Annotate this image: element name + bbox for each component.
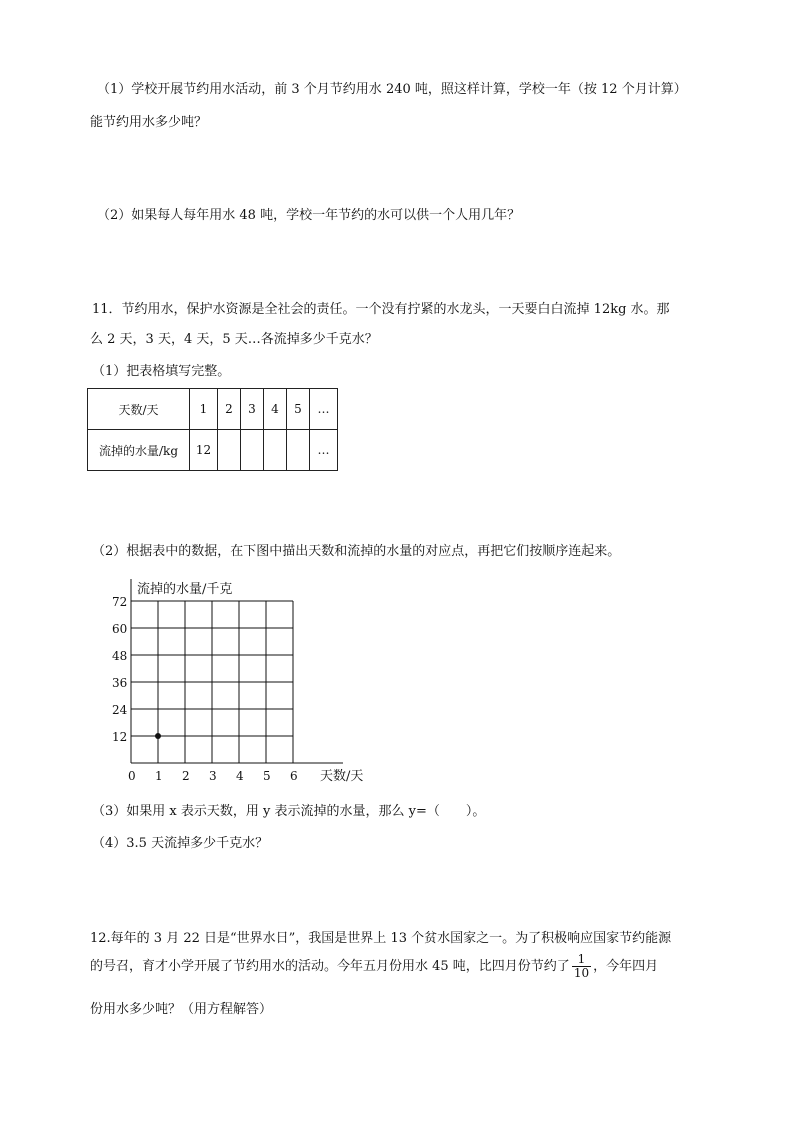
x-tick-label: 3 [209,769,217,783]
y-tick-label: 12 [112,730,128,744]
table-header-days: 天数/天 [88,389,190,430]
y-tick-label: 48 [112,649,128,663]
x-tick-label: 6 [290,769,298,783]
y-axis-label: 流掉的水量/千克 [137,582,233,597]
table-cell: 3 [241,389,264,430]
data-point [155,733,161,739]
x-tick-label: 0 [128,769,136,783]
x-tick-label: 4 [236,769,244,783]
table-cell: 1 [190,389,218,430]
q11-part1: （1）把表格填写完整。 [92,364,231,379]
q11-part2: （2）根据表中的数据，在下图中描出天数和流掉的水量的对应点，再把它们按顺序连起来。 [92,544,621,559]
table-header-water: 流掉的水量/kg [88,430,190,471]
table-cell: 12 [190,430,218,471]
q12-stem-line2 [90,952,658,982]
table-cell: 4 [264,389,287,430]
q10-part1-line1: （1）学校开展节约用水活动，前 3 个月节约用水 240 吨，照这样计算，学校一年（按 12 个月计算） [97,82,687,97]
fraction-numerator: 1 [572,953,591,967]
x-tick-label: 1 [155,769,163,783]
q12-stem-line1: 12.每年的 3 月 22 日是“世界水日”，我国是世界上 13 个贫水国家之一。为了积极响应国家节约能源 [90,931,672,946]
y-tick-label: 24 [112,703,128,717]
y-tick-label: 72 [112,595,128,609]
y-tick-label: 60 [112,622,128,636]
q11-stem-line1: 11．节约用水，保护水资源是全社会的责任。一个没有拧紧的水龙头，一天要白白流掉 12kg 水。那 [92,302,670,317]
table-cell: 2 [218,389,241,430]
q11-part3: （3）如果用 x 表示天数，用 y 表示流掉的水量，那么 y=（ ）。 [92,804,486,819]
x-axis-label: 天数/天 [320,769,364,784]
q11-part4: （4）3.5 天流掉多少千克水？ [92,836,269,851]
fraction-one-tenth [572,953,591,980]
q10-part1-line2: 能节约用水多少吨？ [90,115,208,130]
table-cell: … [310,389,338,430]
table-cell: … [310,430,338,471]
fraction-denominator: 10 [573,966,590,980]
x-tick-label: 2 [182,769,190,783]
table-cell: 5 [287,389,310,430]
y-tick-label: 36 [112,676,128,690]
q12-stem-line3: 份用水多少吨？（用方程解答） [90,1002,273,1017]
q10-part2: （2）如果每人每年用水 48 吨，学校一年节约的水可以供一个人用几年？ [97,208,521,223]
x-tick-label: 5 [263,769,271,783]
q12-line2-text-a: 的号召，育才小学开展了节约用水的活动。今年五月份用水 45 吨，比四月份节约了 [90,959,570,974]
q12-line2-text-b: ，今年四月 [593,959,659,974]
q11-stem-line2: 么 2 天，3 天，4 天，5 天…各流掉多少千克水？ [90,332,378,347]
